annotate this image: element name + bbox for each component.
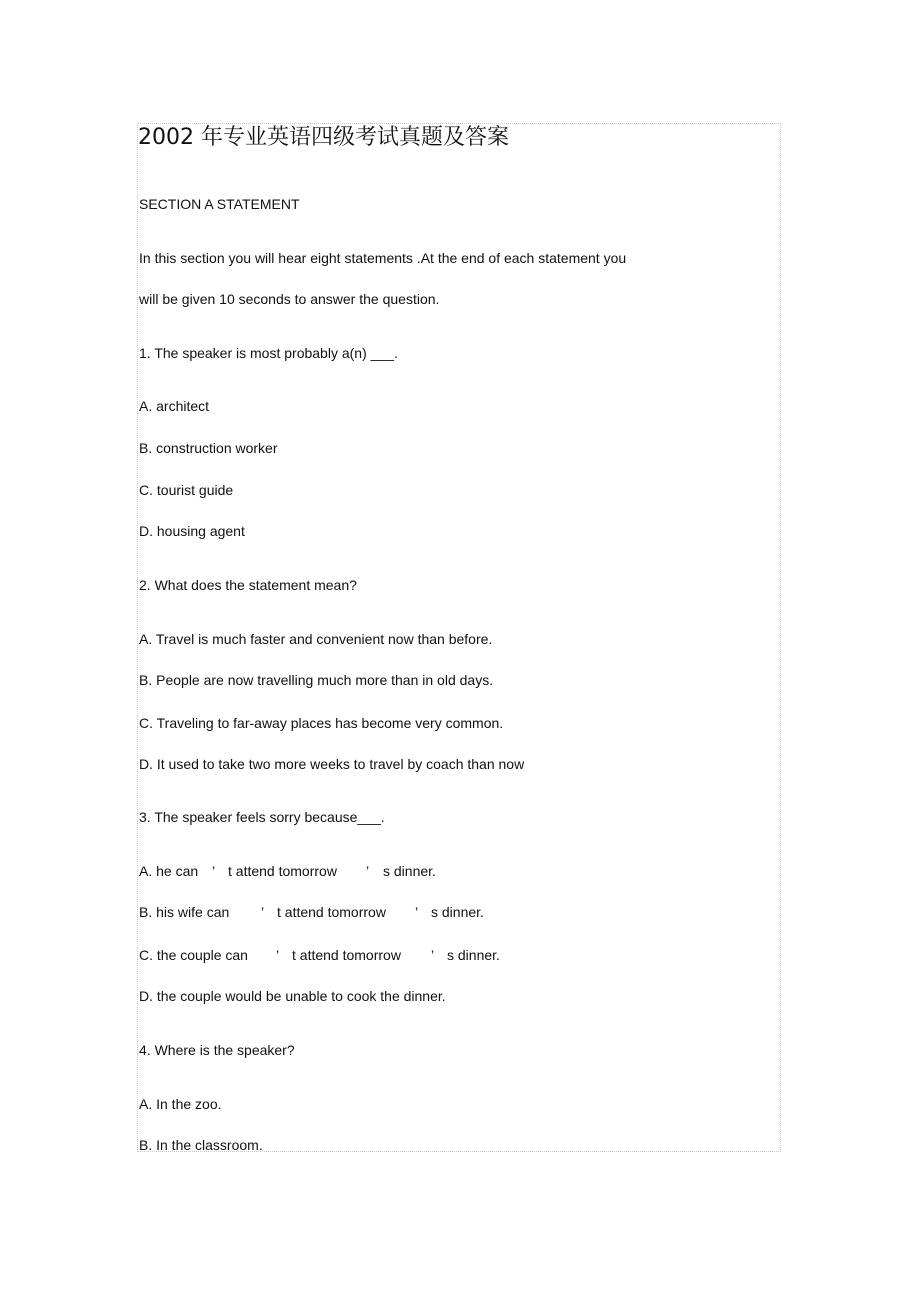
apostrophe-glyph: ’: [276, 947, 280, 963]
apostrophe-glyph: ’: [212, 863, 216, 879]
option-text-segment: t attend tomorrow: [277, 904, 386, 920]
question-3-stem: 3. The speaker feels sorry because___.: [139, 809, 385, 825]
instructions-line-1: In this section you will hear eight statements .At the end of each statement you: [139, 250, 627, 266]
question-2-option-c: C. Traveling to far-away places has become very common.: [139, 715, 504, 731]
question-4-option-b: B. In the classroom.: [139, 1137, 263, 1153]
question-3-option-b: [139, 903, 739, 921]
option-text-segment: A. he can: [139, 863, 199, 879]
option-text-segment: t attend tomorrow: [292, 947, 401, 963]
question-2-option-d: D. It used to take two more weeks to travel by coach than now: [139, 756, 525, 772]
question-1-option-a: A. architect: [139, 398, 210, 414]
question-2-option-b: B. People are now travelling much more than in old days.: [139, 672, 494, 688]
question-4-stem: 4. Where is the speaker?: [139, 1042, 295, 1058]
question-4-option-a: A. In the zoo.: [139, 1096, 222, 1112]
apostrophe-glyph: ’: [431, 947, 435, 963]
question-2-option-a: A. Travel is much faster and convenient now than before.: [139, 631, 493, 647]
option-text-segment: B. his wife can: [139, 904, 230, 920]
question-1-option-d: D. housing agent: [139, 523, 245, 539]
question-1-option-c: C. tourist guide: [139, 482, 234, 498]
question-3-option-a: [139, 862, 739, 880]
question-3-option-c: [139, 946, 739, 964]
question-1-stem: 1. The speaker is most probably a(n) ___.: [139, 345, 398, 361]
apostrophe-glyph: ’: [261, 904, 265, 920]
question-2-stem: 2. What does the statement mean?: [139, 577, 357, 593]
option-text-segment: C. the couple can: [139, 947, 248, 963]
option-text-segment: s dinner.: [431, 904, 484, 920]
option-text-segment: s dinner.: [383, 863, 436, 879]
instructions-line-2: will be given 10 seconds to answer the question.: [139, 291, 440, 307]
document-title: 2002 年专业英语四级考试真题及答案: [138, 125, 509, 150]
option-text-segment: t attend tomorrow: [228, 863, 337, 879]
option-text-segment: s dinner.: [447, 947, 500, 963]
question-1-option-b: B. construction worker: [139, 440, 278, 456]
apostrophe-glyph: ’: [366, 863, 370, 879]
section-heading: SECTION A STATEMENT: [139, 196, 300, 212]
apostrophe-glyph: ’: [415, 904, 419, 920]
question-3-option-d: D. the couple would be unable to cook the dinner.: [139, 988, 446, 1004]
